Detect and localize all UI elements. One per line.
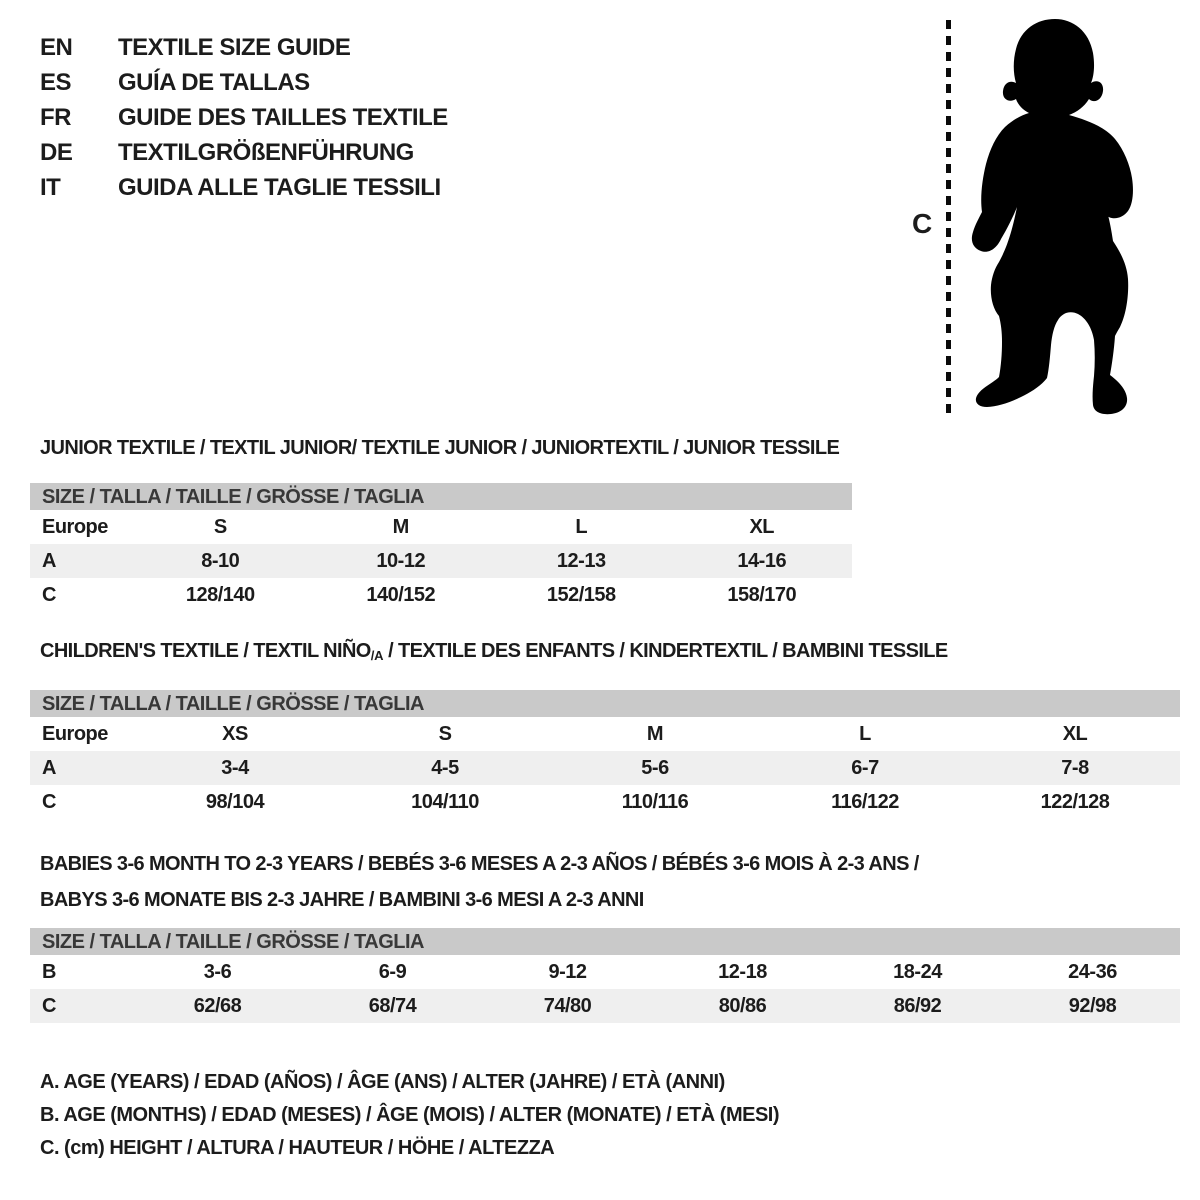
height-cell: 104/110 bbox=[411, 791, 479, 813]
height-cell: 98/104 bbox=[205, 791, 265, 813]
language-code: DE bbox=[40, 139, 73, 166]
language-code: FR bbox=[40, 104, 71, 131]
children-title-post: / TEXTILE DES ENFANTS / KINDERTEXTIL / BAMBINI TESSILE bbox=[383, 640, 948, 662]
legend-line-a: A. AGE (YEARS) / EDAD (AÑOS) / ÂGE (ANS) / ALTER (JAHRE) / ETÀ (ANNI) bbox=[40, 1071, 725, 1093]
size-cell: M bbox=[646, 723, 664, 745]
language-code: IT bbox=[40, 174, 61, 201]
age-cell: 7-8 bbox=[1061, 757, 1089, 779]
language-row bbox=[40, 100, 448, 135]
table-row bbox=[30, 578, 852, 612]
row-label: C bbox=[42, 584, 56, 606]
language-code: EN bbox=[40, 34, 73, 61]
table-row bbox=[30, 717, 1180, 751]
language-row bbox=[40, 170, 448, 205]
row-label: B bbox=[42, 961, 56, 983]
size-cell: S bbox=[213, 516, 227, 538]
age-cell: 3-4 bbox=[221, 757, 249, 779]
legend-line-b: B. AGE (MONTHS) / EDAD (MESES) / ÂGE (MOIS) / ALTER (MONATE) / ETÀ (MESI) bbox=[40, 1104, 780, 1126]
children-title-sub: /A bbox=[370, 648, 384, 663]
row-label: C bbox=[42, 791, 56, 813]
row-label: A bbox=[42, 757, 56, 779]
guide-title: GUIDE DES TAILLES TEXTILE bbox=[118, 104, 448, 131]
table-row bbox=[30, 785, 1180, 819]
legend-line-c: C. (cm) HEIGHT / ALTURA / HAUTEUR / HÖHE / ALTEZZA bbox=[40, 1137, 555, 1159]
age-cell: 9-12 bbox=[548, 961, 587, 983]
size-cell: XL bbox=[749, 516, 775, 538]
language-list bbox=[40, 30, 448, 205]
height-measure-label: C bbox=[912, 208, 932, 239]
language-code: ES bbox=[40, 69, 72, 96]
age-cell: 14-16 bbox=[737, 550, 787, 572]
height-dashed-line bbox=[946, 20, 951, 416]
age-cell: 3-6 bbox=[203, 961, 232, 983]
babies-section-title bbox=[40, 846, 919, 918]
table-row bbox=[30, 955, 1180, 989]
height-cell: 122/128 bbox=[1040, 791, 1110, 813]
height-cell: 152/158 bbox=[546, 584, 616, 606]
measure-legend bbox=[40, 1066, 779, 1165]
babies-size-table bbox=[30, 928, 1180, 1023]
language-row bbox=[40, 65, 448, 100]
height-cell: 92/98 bbox=[1068, 995, 1117, 1017]
age-cell: 5-6 bbox=[641, 757, 669, 779]
children-title-pre: CHILDREN'S TEXTILE / TEXTIL NIÑO bbox=[40, 640, 371, 662]
height-cell: 116/122 bbox=[831, 791, 899, 813]
size-cell: XS bbox=[222, 723, 248, 745]
height-cell: 74/80 bbox=[543, 995, 592, 1017]
age-cell: 6-9 bbox=[378, 961, 407, 983]
size-cell: XL bbox=[1062, 723, 1088, 745]
table-row bbox=[30, 989, 1180, 1023]
babies-title-line2: BABYS 3-6 MONATE BIS 2-3 JAHRE / BAMBINI 3-6 MESI A 2-3 ANNI bbox=[40, 889, 644, 911]
row-label: A bbox=[42, 550, 56, 572]
size-header-bar: SIZE / TALLA / TAILLE / GRÖSSE / TAGLIA bbox=[30, 690, 1180, 717]
children-size-table bbox=[30, 690, 1180, 819]
row-label: Europe bbox=[42, 723, 108, 745]
size-header-bar: SIZE / TALLA / TAILLE / GRÖSSE / TAGLIA bbox=[30, 928, 1180, 955]
height-cell: 62/68 bbox=[193, 995, 242, 1017]
table-row bbox=[30, 510, 852, 544]
junior-section-title: JUNIOR TEXTILE / TEXTIL JUNIOR/ TEXTILE JUNIOR / JUNIORTEXTIL / JUNIOR TESSILE bbox=[40, 437, 840, 459]
table-row bbox=[30, 544, 852, 578]
age-cell: 18-24 bbox=[893, 961, 942, 983]
age-cell: 12-13 bbox=[556, 550, 606, 572]
height-cell: 140/152 bbox=[366, 584, 436, 606]
height-cell: 158/170 bbox=[727, 584, 797, 606]
age-cell: 8-10 bbox=[201, 550, 240, 572]
row-label: C bbox=[42, 995, 56, 1017]
height-cell: 128/140 bbox=[185, 584, 255, 606]
baby-silhouette-icon bbox=[965, 15, 1145, 420]
children-section-title bbox=[40, 640, 948, 663]
guide-title: GUÍA DE TALLAS bbox=[118, 69, 310, 96]
height-cell: 68/74 bbox=[368, 995, 417, 1017]
guide-title: TEXTILE SIZE GUIDE bbox=[118, 34, 351, 61]
age-cell: 4-5 bbox=[431, 757, 459, 779]
size-cell: S bbox=[438, 723, 452, 745]
language-row bbox=[40, 30, 448, 65]
size-header-bar: SIZE / TALLA / TAILLE / GRÖSSE / TAGLIA bbox=[30, 483, 852, 510]
guide-title: TEXTILGRÖßENFÜHRUNG bbox=[118, 139, 414, 166]
size-cell: M bbox=[392, 516, 409, 538]
age-cell: 6-7 bbox=[851, 757, 879, 779]
guide-title: GUIDA ALLE TAGLIE TESSILI bbox=[118, 174, 441, 201]
size-cell: L bbox=[859, 723, 871, 745]
babies-title-line1: BABIES 3-6 MONTH TO 2-3 YEARS / BEBÉS 3-6 MESES A 2-3 AÑOS / BÉBÉS 3-6 MOIS À 2-3 ANS / bbox=[40, 853, 919, 875]
junior-size-table bbox=[30, 483, 852, 612]
size-cell: L bbox=[575, 516, 588, 538]
language-row bbox=[40, 135, 448, 170]
height-cell: 110/116 bbox=[621, 791, 689, 813]
age-cell: 24-36 bbox=[1068, 961, 1117, 983]
height-cell: 80/86 bbox=[718, 995, 767, 1017]
row-label: Europe bbox=[42, 516, 108, 538]
table-row bbox=[30, 751, 1180, 785]
age-cell: 10-12 bbox=[376, 550, 426, 572]
age-cell: 12-18 bbox=[718, 961, 767, 983]
height-cell: 86/92 bbox=[893, 995, 942, 1017]
